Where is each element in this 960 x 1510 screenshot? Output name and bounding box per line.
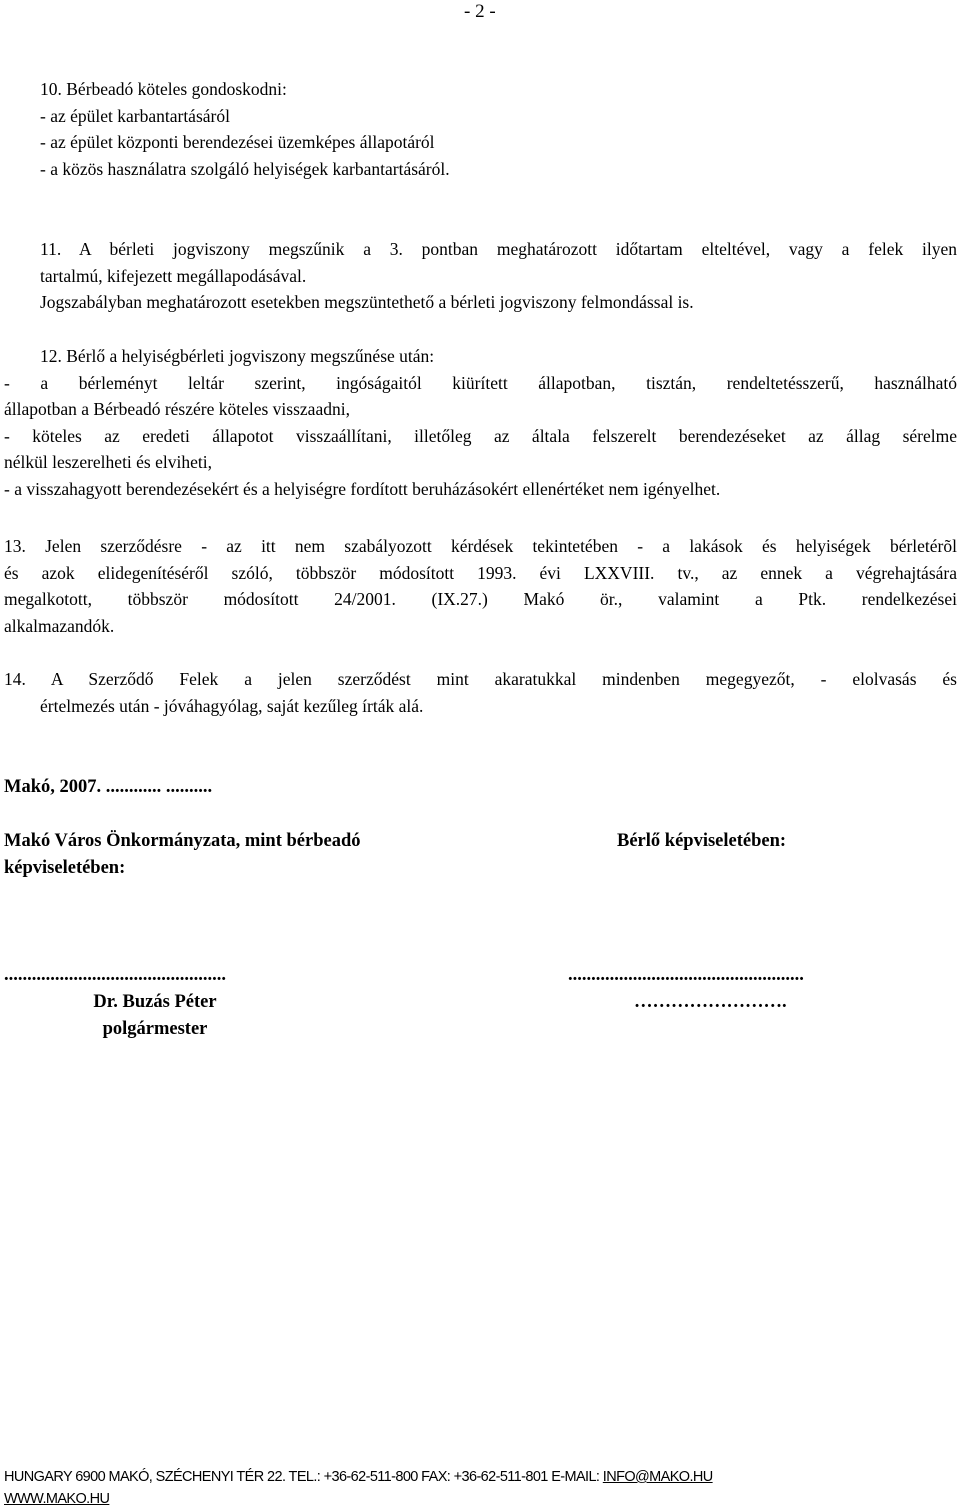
page-number: - 2 - xyxy=(464,1,496,22)
signature-right-name-placeholder: ……………………. xyxy=(634,992,787,1012)
signature-left-dots: ................................................ xyxy=(4,965,226,985)
signature-left-name: Dr. Buzás Péter xyxy=(93,992,217,1012)
footer-contact-line xyxy=(4,1466,944,1488)
section-12-line: - köteles az eredeti állapotot visszaállítani, illetőleg az általa felszerelt berendezéseket az állag sérelme xyxy=(4,425,957,446)
signature-right-heading: Bérlő képviseletében: xyxy=(617,831,787,851)
section-13-line: alkalmazandók. xyxy=(4,615,115,636)
section-13-line: megalkotott, többször módosított 24/2001. (IX.27.) Makó ör., valamint a Ptk. rendelkezései xyxy=(4,589,957,609)
section-10-item: - az épület karbantartásáról xyxy=(40,105,230,126)
section-10 xyxy=(4,76,957,182)
footer-website-link[interactable]: WWW.MAKO.HU xyxy=(4,1491,110,1507)
section-10-item: - a közös használatra szolgáló helyiségek karbantartásáról. xyxy=(40,158,450,179)
section-13-line: 13. Jelen szerződésre - az itt nem szabályozott kérdések tekintetében - a lakások és helyiségek bérletérõl xyxy=(4,536,957,556)
section-11-line: 11. A bérleti jogviszony megszűnik a 3. pontban meghatározott időtartam elteltével, vagy a felek ilyen xyxy=(40,239,957,259)
section-13 xyxy=(4,533,957,639)
section-10-heading: 10. Bérbeadó köteles gondoskodni: xyxy=(40,79,287,99)
section-10-item: - az épület központi berendezései üzemképes állapotáról xyxy=(40,132,435,152)
signature-left-heading xyxy=(4,828,360,882)
footer xyxy=(4,1466,944,1510)
footer-address: HUNGARY 6900 MAKÓ, SZÉCHENYI TÉR 22. TEL.: +36-62-511-800 FAX: +36-62-511-801 E-MAIL: xyxy=(4,1469,603,1485)
signature-right-block xyxy=(568,962,888,1016)
signature-left-heading-line2: képviseletében: xyxy=(4,858,126,878)
signature-right-dots: ................................................... xyxy=(568,965,804,985)
section-12-line: - a visszahagyott berendezésekért és a helyiségre fordított beruházásokért ellenértéket nem igényelhet. xyxy=(4,478,721,499)
section-11 xyxy=(4,236,957,316)
signature-left-heading-line1: Makó Város Önkormányzata, mint bérbeadó xyxy=(4,831,361,851)
section-14-line: értelmezés után - jóváhagyólag, saját kezűleg írták alá. xyxy=(40,695,424,716)
section-11-line: tartalmú, kifejezett megállapodásával. xyxy=(40,265,307,286)
signature-left-title: polgármester xyxy=(102,1019,208,1039)
place-date: Makó, 2007. ............ .......... xyxy=(4,777,213,797)
section-12 xyxy=(4,343,957,502)
section-14-line: 14. A Szerződő Felek a jelen szerződést mint akaratukkal mindenben megegyezőt, - elolvasás és xyxy=(4,669,957,689)
section-12-line: - a bérleményt leltár szerint, ingóságaitól kiürített állapotban, tisztán, rendeltetésszerű, használható xyxy=(4,372,957,393)
section-11-line: Jogszabályban meghatározott esetekben megszüntethető a bérleti jogviszony felmondással is. xyxy=(40,292,694,312)
section-13-line: és azok elidegenítéséről szóló, többször módosított 1993. évi LXXVIII. tv., az ennek a végrehajtására xyxy=(4,562,957,583)
section-12-line: állapotban a Bérbeadó részére köteles visszaadni, xyxy=(4,399,350,419)
signature-left-block xyxy=(0,962,310,1043)
footer-email-link[interactable]: INFO@MAKO.HU xyxy=(602,1469,713,1485)
section-12-heading: 12. Bérlő a helyiségbérleti jogviszony megszűnése után: xyxy=(40,346,435,366)
section-14 xyxy=(4,666,957,719)
section-12-line: nélkül leszerelheti és elviheti, xyxy=(4,452,212,472)
